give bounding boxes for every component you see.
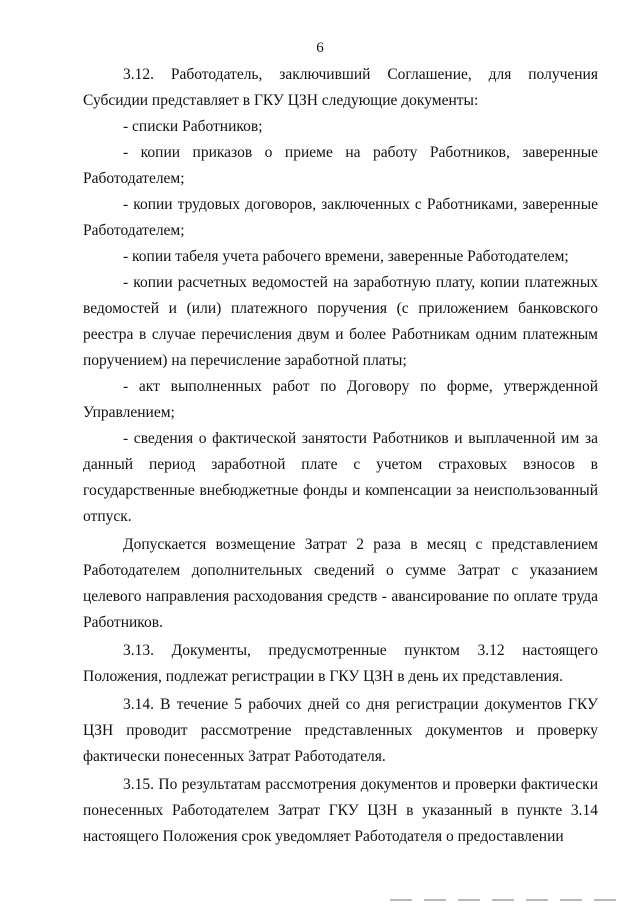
- paragraph-reimbursement: Допускается возмещение Затрат 2 раза в месяц с представлением Работодателем дополнительных сведений о сумме Затрат с указанием целевого направления расходования средств - авансирование по оплате труда Работников.: [83, 536, 598, 631]
- paragraph-3-14: 3.14. В течение 5 рабочих дней со дня регистрации документов ГКУ ЦЗН проводит рассмотрение представленных документов и проверку фактически понесенных Затрат Работодателя.: [83, 696, 598, 765]
- paragraph-3-15: 3.15. По результатам рассмотрения документов и проверки фактически понесенных Работодателем Затрат ГКУ ЦЗН в указанный в пункте 3.14 настоящего Положения срок уведомляет Работодателя о предоставлении: [83, 776, 598, 845]
- paragraph-3-13: 3.13. Документы, предусмотренные пунктом 3.12 настоящего Положения, подлежат регистрации в ГКУ ЦЗН в день их представления.: [83, 642, 598, 685]
- list-item-labor-contracts: - копии трудовых договоров, заключенных с Работниками, заверенные Работодателем;: [83, 196, 598, 239]
- list-item-payroll-statements: - копии расчетных ведомостей на заработную плату, копии платежных ведомостей и (или) платежного поручения (с приложением банковского реестра в случае перечисления двум и более Работникам одним платежным поручением) на перечисление заработной платы;: [83, 274, 598, 369]
- list-item-work-act: - акт выполненных работ по Договору по форме, утвержденной Управлением;: [83, 378, 598, 421]
- document-body: [83, 62, 598, 850]
- scan-artifact: [390, 899, 625, 901]
- page-number: 6: [316, 40, 324, 56]
- list-item-hiring-orders: - копии приказов о приеме на работу Работников, заверенные Работодателем;: [83, 144, 598, 187]
- list-item-employee-lists: - списки Работников;: [123, 118, 263, 135]
- list-item-employment-info: - сведения о фактической занятости Работников и выплаченной им за данный период заработной плате с учетом страховых взносов в государственные внебюджетные фонды и компенсации за неиспользованный отпуск.: [83, 430, 598, 525]
- list-item-timesheets: - копии табеля учета рабочего времени, заверенные Работодателем;: [123, 248, 569, 265]
- paragraph-3-12: 3.12. Работодатель, заключивший Соглашение, для получения Субсидии представляет в ГКУ ЦЗН следующие документы:: [83, 66, 598, 109]
